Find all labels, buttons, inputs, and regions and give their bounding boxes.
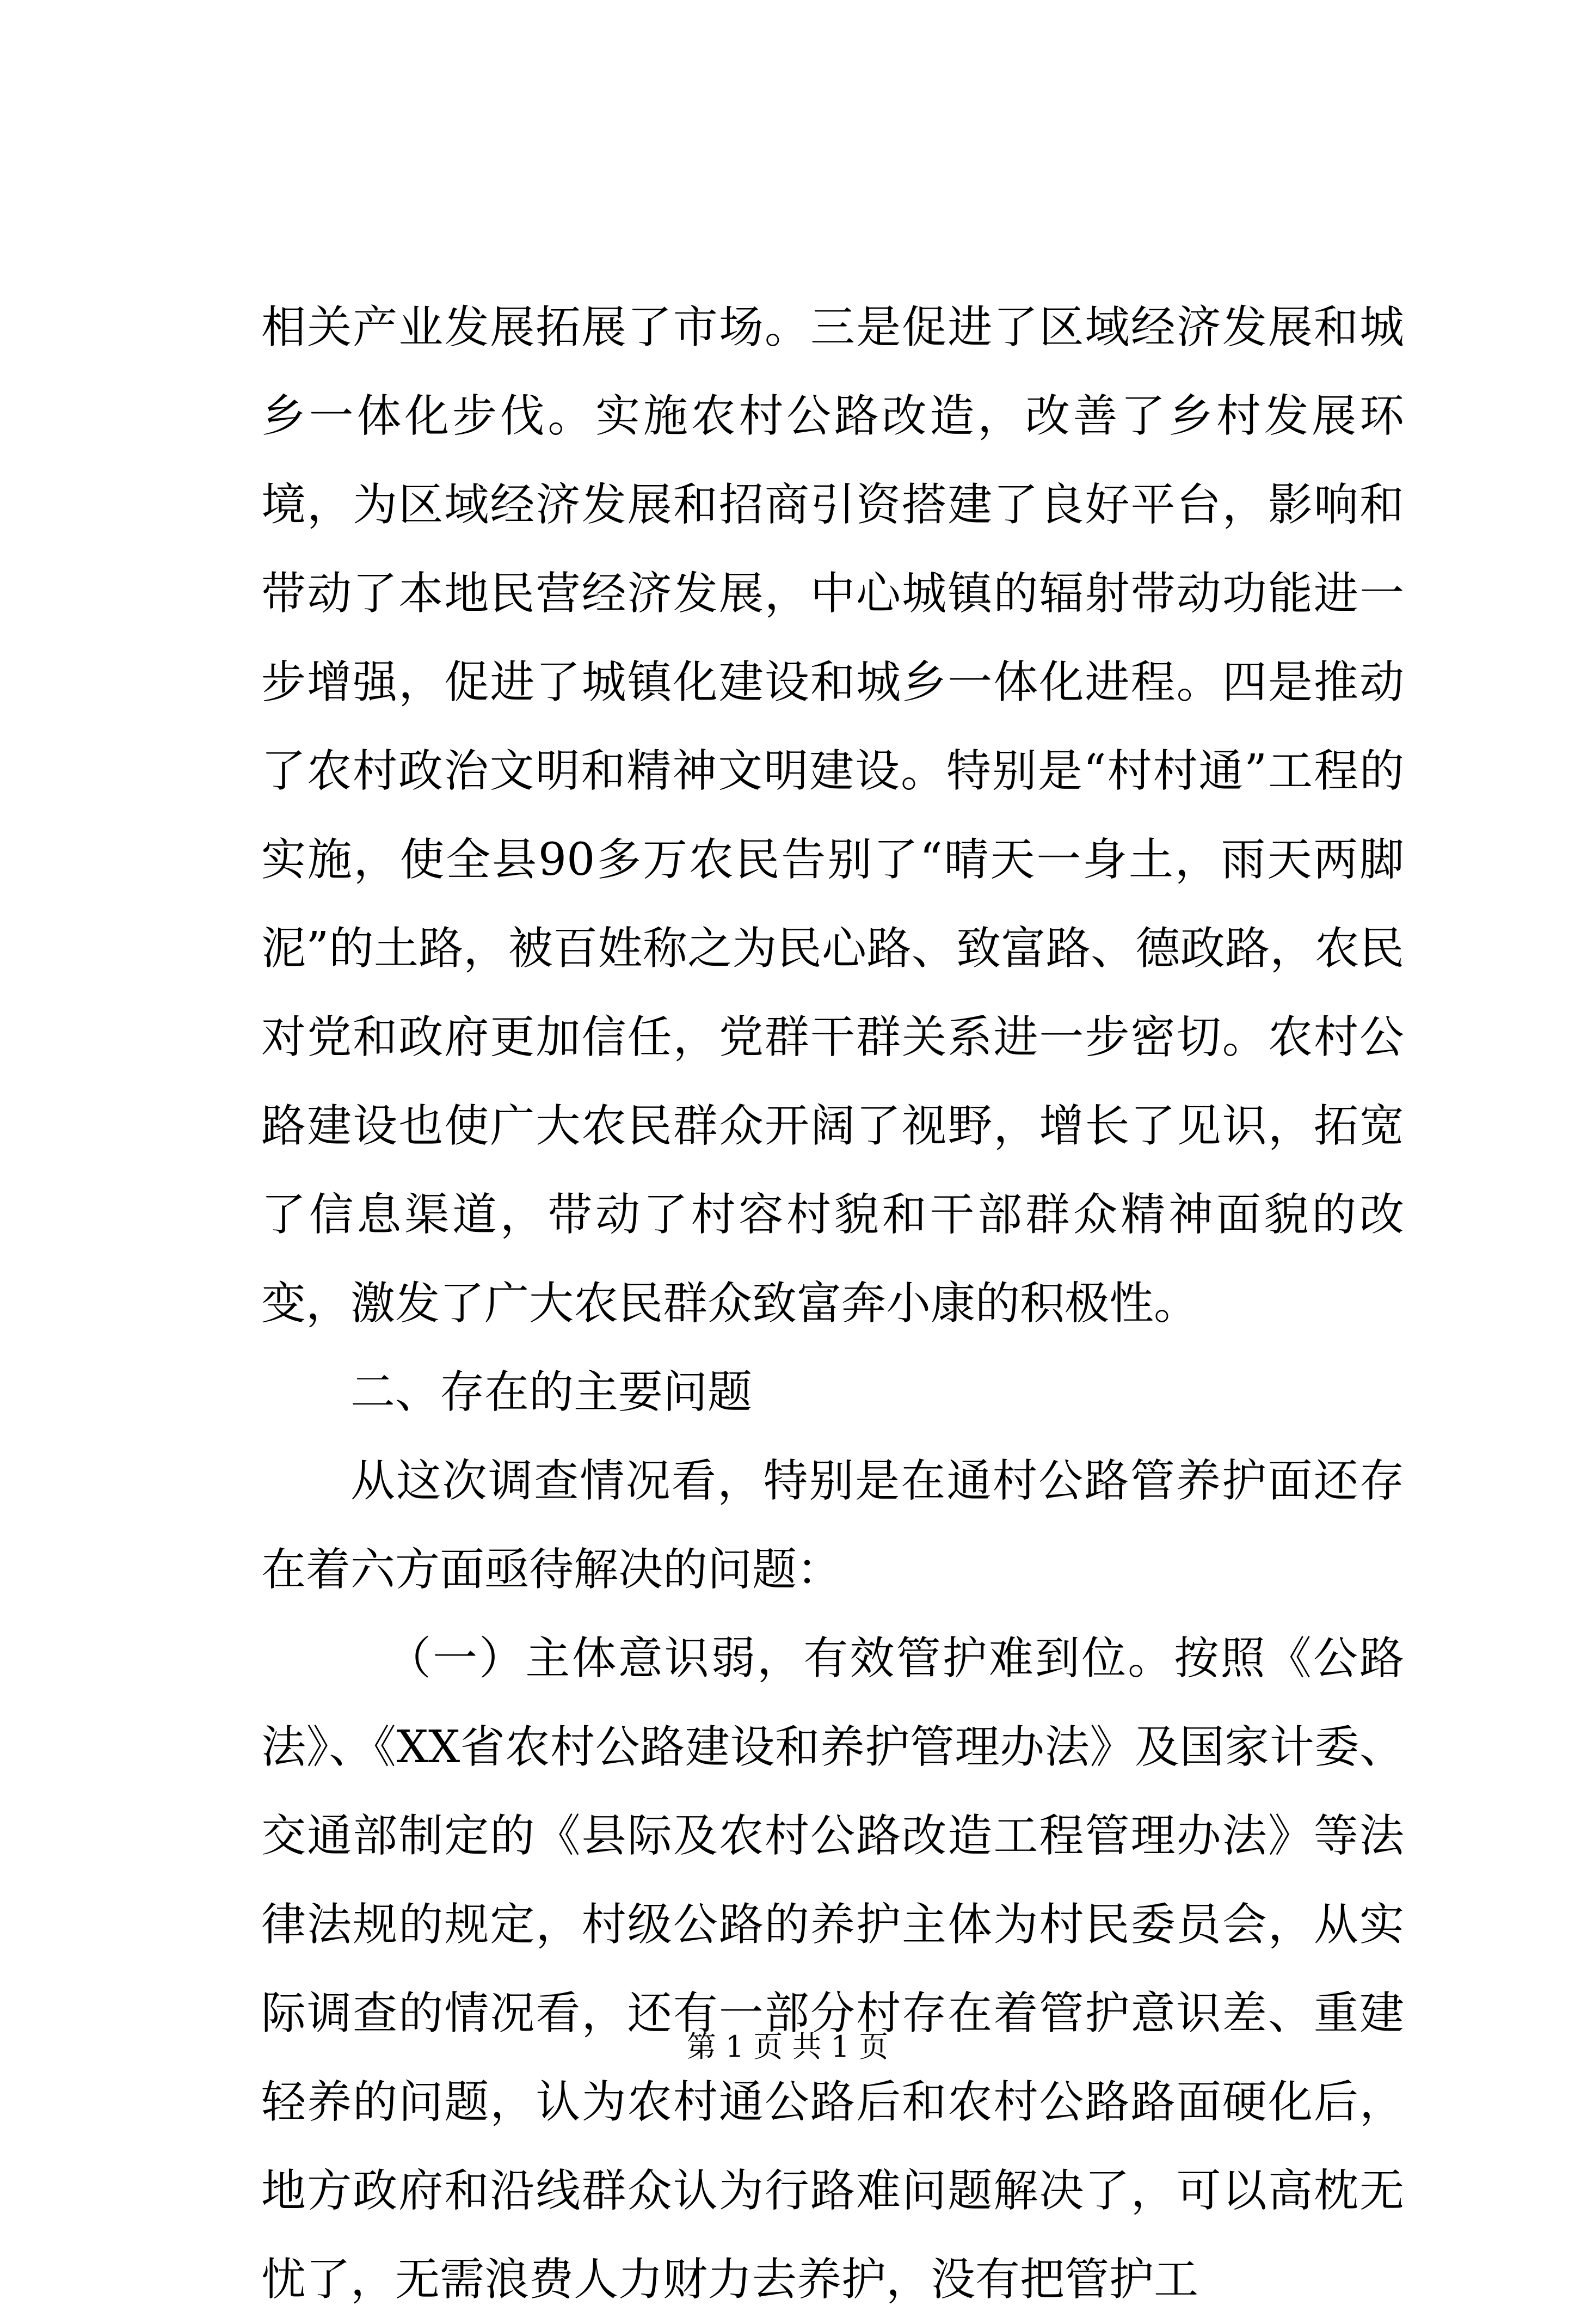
page-footer: 第 1 页 共 1 页 bbox=[686, 2029, 889, 2064]
document-body bbox=[261, 283, 1404, 2324]
paragraph-item-1: （一）主体意识弱，有效管护难到位。按照《公路法》、《XX省农村公路建设和养护管理办法》及国家计委、交通部制定的《县际及农村公路改造工程管理办法》等法律法规的规定，村级公路的养护主体为村民委员会，从实际调查的情况看，还有一部分村存在着管护意识差、重建轻养的问题，认为农村通公路后和农村公路路面硬化后，地方政府和沿线群众认为行路难问题解决了，可以高枕无忧了，无需浪费人力财力去养护，没有把管护工 bbox=[261, 1633, 1404, 2305]
paragraph-continuation: 相关产业发展拓展了市场。三是促进了区域经济发展和城乡一体化步伐。实施农村公路改造，改善了乡村发展环境，为区域经济发展和招商引资搭建了良好平台，影响和带动了本地民营经济发展，中心城镇的辐射带动功能进一步增强，促进了城镇化建设和城乡一体化进程。四是推动了农村政治文明和精神文明建设。特别是“村村通”工程的实施，使全县90多万农民告别了“晴天一身土，雨天两脚泥”的土路，被百姓称之为民心路、致富路、德政路，农民对党和政府更加信任，党群干群关系进一步密切。农村公路建设也使广大农民群众开阔了视野，增长了见识，拓宽了信息渠道，带动了村容村貌和干部群众精神面貌的改变，激发了广大农民群众致富奔小康的积极性。 bbox=[261, 302, 1404, 1329]
section-heading: 二、存在的主要问题 bbox=[350, 1366, 753, 1418]
paragraph-intro: 从这次调查情况看，特别是在通村公路管养护面还存在着六方面亟待解决的问题： bbox=[261, 1455, 1404, 1596]
